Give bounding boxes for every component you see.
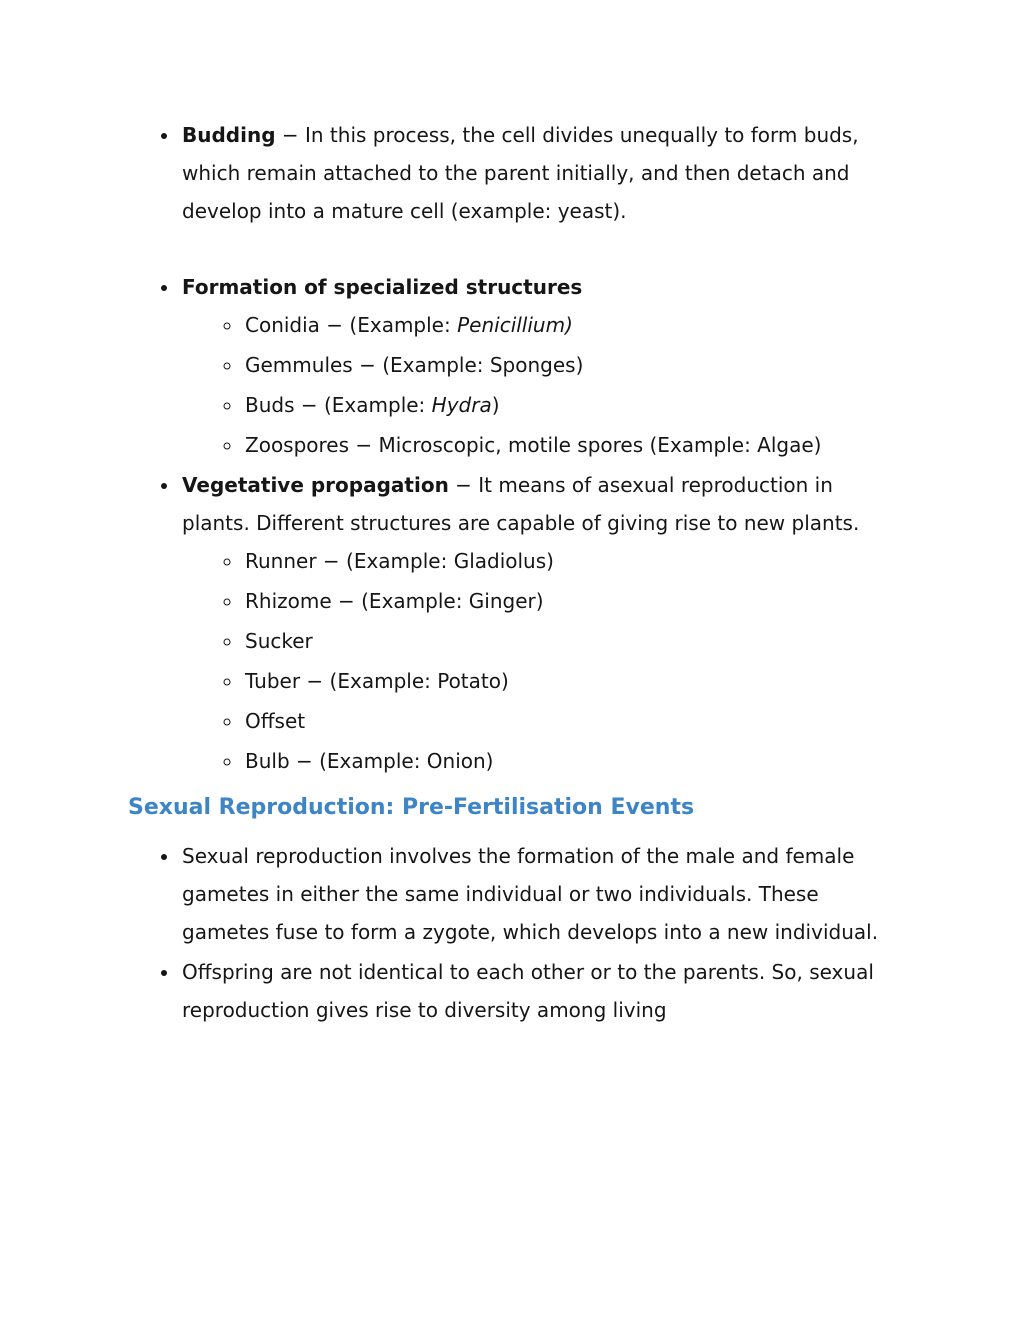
list-item-buds	[243, 386, 902, 424]
vegetative-term: Vegetative propagation	[182, 473, 449, 497]
buds-text: Buds − (Example:	[245, 393, 432, 417]
list-item-conidia	[243, 306, 902, 344]
conidia-italic: Penicillium)	[457, 313, 573, 337]
list-item-sucker	[243, 622, 902, 660]
list-item-runner	[243, 542, 902, 580]
list-item-offspring-diversity	[180, 953, 902, 1029]
tuber-text: Tuber − (Example: Potato)	[245, 669, 509, 693]
offspring-diversity-text: Offspring are not identical to each other or to the parents. So, sexual reproduction gives rise to diversity among living	[182, 960, 874, 1022]
list-item-vegetative-propagation	[180, 466, 902, 780]
list-item-offset	[243, 702, 902, 740]
list-item-gamete-formation	[180, 837, 902, 951]
offset-text: Offset	[245, 709, 306, 733]
list-item-rhizome	[243, 582, 902, 620]
sexual-reproduction-list	[128, 837, 902, 1029]
list-item-formation-structures	[180, 268, 902, 464]
formation-term: Formation of specialized structures	[182, 275, 583, 299]
budding-description: − In this process, the cell divides unequally to form buds, which remain attached to the parent initially, and then detach and develop into a mature cell (example: yeast).	[182, 123, 859, 223]
list-item-bulb	[243, 742, 902, 780]
gamete-formation-text: Sexual reproduction involves the formation of the male and female gametes in either the same individual or two individuals. These gametes fuse to form a zygote, which develops into a new individual.	[182, 844, 879, 944]
budding-term: Budding	[182, 123, 276, 147]
bulb-text: Bulb − (Example: Onion)	[245, 749, 494, 773]
runner-text: Runner − (Example: Gladiolus)	[245, 549, 554, 573]
buds-italic: Hydra	[431, 393, 492, 417]
list-item-zoospores	[243, 426, 902, 464]
gemmules-text: Gemmules − (Example: Sponges)	[245, 353, 584, 377]
zoospores-text: Zoospores − Microscopic, motile spores (Example: Algae)	[245, 433, 822, 457]
vegetative-sublist	[182, 542, 902, 780]
conidia-text: Conidia − (Example:	[245, 313, 458, 337]
formation-sublist	[182, 306, 902, 464]
buds-text-end: )	[491, 393, 500, 417]
sucker-text: Sucker	[245, 629, 313, 653]
list-item-gemmules	[243, 346, 902, 384]
section-heading-sexual-reproduction: Sexual Reproduction: Pre-Fertilisation Events	[128, 795, 695, 820]
vegetative-description: − It means of asexual reproduction in plants. Different structures are capable of giving rise to new plants.	[182, 473, 860, 535]
list-item-tuber	[243, 662, 902, 700]
rhizome-text: Rhizome − (Example: Ginger)	[245, 589, 544, 613]
list-item-budding	[180, 116, 902, 230]
asexual-methods-list	[128, 116, 902, 780]
